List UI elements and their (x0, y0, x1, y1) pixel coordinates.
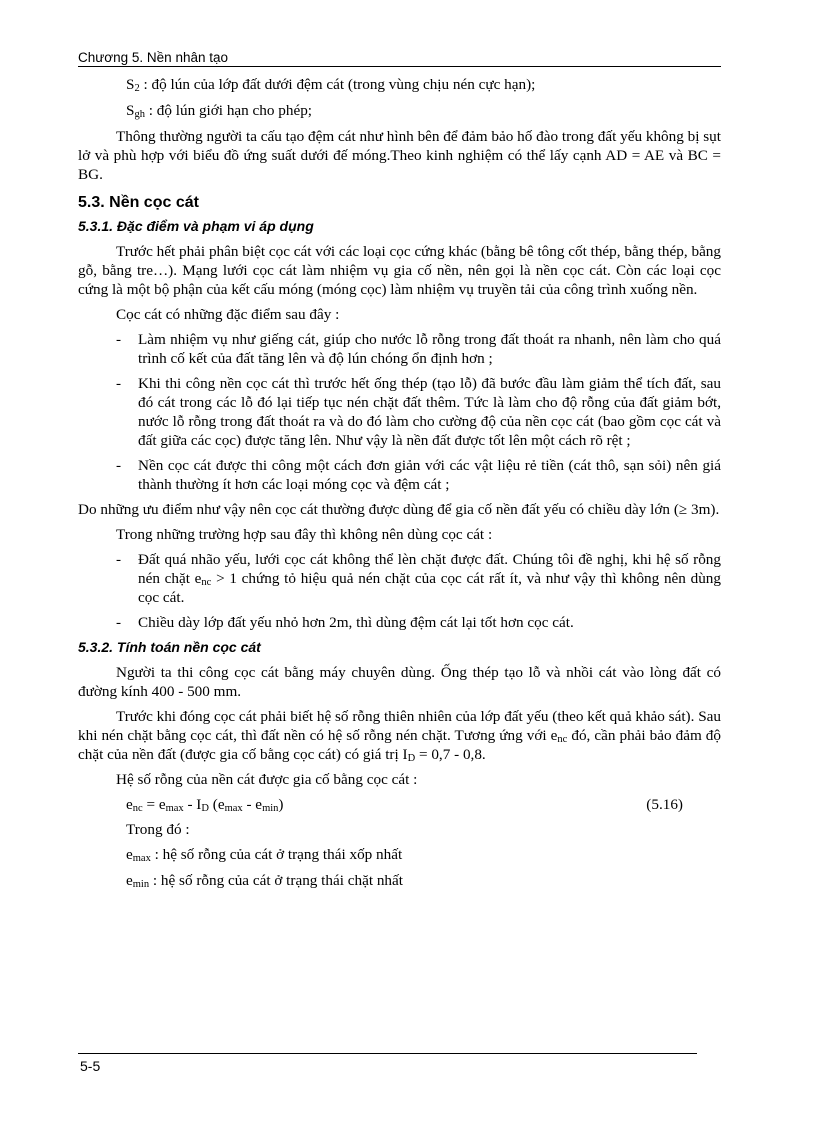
formula-symbol: ) (278, 796, 284, 813)
section-heading-5-3: 5.3. Nền cọc cát (78, 194, 199, 211)
features-list (78, 330, 721, 494)
formula-symbol: (e (208, 796, 225, 813)
page-content (78, 75, 721, 897)
list-item (78, 330, 721, 368)
definition-sgh (78, 101, 721, 120)
paragraph: Người ta thi công cọc cát bằng máy chuyên dùng. Ống thép tạo lỗ và nhồi cát vào lòng đất có đường kính 400 - 500 mm. (78, 664, 721, 700)
chapter-header: Chương 5. Nền nhân tạo (78, 50, 721, 67)
subscript: max (165, 803, 184, 814)
no-use-list (78, 550, 721, 632)
symbol: S (126, 102, 135, 119)
list-item (78, 374, 721, 450)
paragraph-text: đó, cần phải bảo đảm độ chặt của nền đất (được gia cố bằng cọc cát) có giá trị I (78, 727, 721, 763)
formula-symbol: e (126, 796, 133, 813)
paragraph: Do những ưu điểm như vậy nên cọc cát thường được dùng để gia cố nền đất yếu có chiều dày lớn (≥ 3m). (78, 501, 720, 518)
formula-symbol: - I (183, 796, 202, 813)
definition-text: : độ lún của lớp đất dưới đệm cát (trong vùng chịu nén cực hạn); (139, 76, 536, 93)
symbol: S (126, 76, 135, 93)
paragraph-text: Trước khi đóng cọc cát phải biết hệ số rỗng thiên nhiên của lớp đất yếu (theo kết quả khảo sát). Sau khi nén chặt bằng cọc cát, thì đất nền có hệ số rỗng nén chặt. Tương ứng với e (78, 708, 721, 744)
dash-marker: - (116, 551, 122, 568)
subscript: 2 (134, 83, 140, 94)
definition-emax (78, 845, 721, 864)
list-item-text: Đất quá nhão yếu, lưới cọc cát không thể lèn chặt được đất. Chúng tôi đề nghị, khi hệ số rỗng nén chặt e (138, 551, 721, 587)
definition-text: : độ lún giới hạn cho phép; (144, 102, 313, 119)
subsection-heading-5-3-2: 5.3.2. Tính toán nền cọc cát (78, 639, 261, 655)
dash-marker: - (116, 614, 122, 631)
formula-symbol: = e (142, 796, 166, 813)
list-item-text: Chiều dày lớp đất yếu nhỏ hơn 2m, thì dùng đệm cát lại tốt hơn cọc cát. (138, 614, 574, 631)
dash-marker: - (116, 331, 122, 348)
subscript: gh (134, 109, 145, 120)
where-label: Trong đó : (126, 821, 190, 838)
page-number: 5-5 (80, 1058, 101, 1074)
equation-number: (5.16) (646, 796, 683, 813)
definition-s2 (78, 75, 721, 94)
definition-emin (78, 871, 721, 890)
subscript: min (132, 879, 150, 890)
subscript: nc (132, 803, 143, 814)
symbol: e (126, 872, 133, 889)
subscript: max (224, 803, 243, 814)
formula-symbol: - e (242, 796, 263, 813)
paragraph-text: = 0,7 - 0,8. (415, 746, 486, 763)
paragraph: Hệ số rỗng của nền cát được gia cố bằng cọc cát : (116, 771, 418, 788)
list-item-text: Nền cọc cát được thi công một cách đơn giản với các vật liệu rẻ tiền (cát thô, sạn sỏi) nên giá thành thường ít hơn các loại móng cọc và đệm cát ; (138, 457, 721, 493)
paragraph: Cọc cát có những đặc điểm sau đây : (116, 306, 340, 323)
footer-rule (78, 1053, 697, 1054)
definition-text: : hệ số rỗng của cát ở trạng thái chặt nhất (149, 872, 403, 889)
subscript: min (262, 803, 279, 814)
list-item-text: Khi thi công nền cọc cát thì trước hết ống thép (tạo lỗ) đã bước đầu làm giảm thể tích đất, sau đó cát trong các lỗ đó lại tiếp tục nén chặt đất thêm. Tức là làm cho độ rỗng của đất giảm bớt, nước lỗ rỗng trong đất thoát ra và do đó làm cho cường độ của nền cọc cát (bao gồm cọc cát và đất giữa các cọc) được tăng lên. Như vậy là nền đất được tốt lên một cách rõ rệt ; (138, 375, 721, 449)
formula-5-16 (78, 795, 721, 814)
subscript: D (407, 753, 416, 764)
subsection-heading-5-3-1: 5.3.1. Đặc điểm và phạm vi áp dụng (78, 218, 314, 234)
list-item (78, 550, 721, 607)
list-item-text: Làm nhiệm vụ như giếng cát, giúp cho nước lỗ rỗng trong đất thoát ra nhanh, nên làm cho quá trình cố kết của đất tăng lên và độ lún chóng ổn định hơn ; (138, 331, 721, 367)
paragraph (78, 707, 721, 764)
symbol: e (126, 846, 133, 863)
list-item (78, 456, 721, 494)
paragraph-intro: Thông thường người ta cấu tạo đệm cát như hình bên để đảm bảo hố đào trong đất yếu không bị sụt lở và phù hợp với biểu đồ ứng suất dưới đế móng.Theo kinh nghiệm có thể lấy cạnh AD = AE và BC = BG. (78, 128, 721, 183)
list-item-text: > 1 chứng tỏ hiệu quả nén chặt của cọc cát rất ít, và như vậy thì không nên dùng cọc cát. (138, 570, 721, 606)
subscript: D (201, 803, 209, 814)
paragraph: Trước hết phải phân biệt cọc cát với các loại cọc cứng khác (bằng bê tông cốt thép, bằng thép, bằng gỗ, bằng tre…). Mạng lưới cọc cát làm nhiệm vụ gia cố nền, nên gọi là nền cọc cát. Còn các loại cọc cứng là một bộ phận của kết cấu móng (móng cọc) làm nhiệm vụ truyền tải của công trình xuống nền. (78, 243, 721, 298)
definition-text: : hệ số rỗng của cát ở trạng thái xốp nhất (150, 846, 403, 863)
subscript: nc (201, 577, 212, 588)
subscript: nc (557, 734, 568, 745)
dash-marker: - (116, 457, 122, 474)
list-item (78, 613, 721, 632)
subscript: max (132, 853, 151, 864)
dash-marker: - (116, 375, 122, 392)
paragraph: Trong những trường hợp sau đây thì không nên dùng cọc cát : (116, 526, 493, 543)
